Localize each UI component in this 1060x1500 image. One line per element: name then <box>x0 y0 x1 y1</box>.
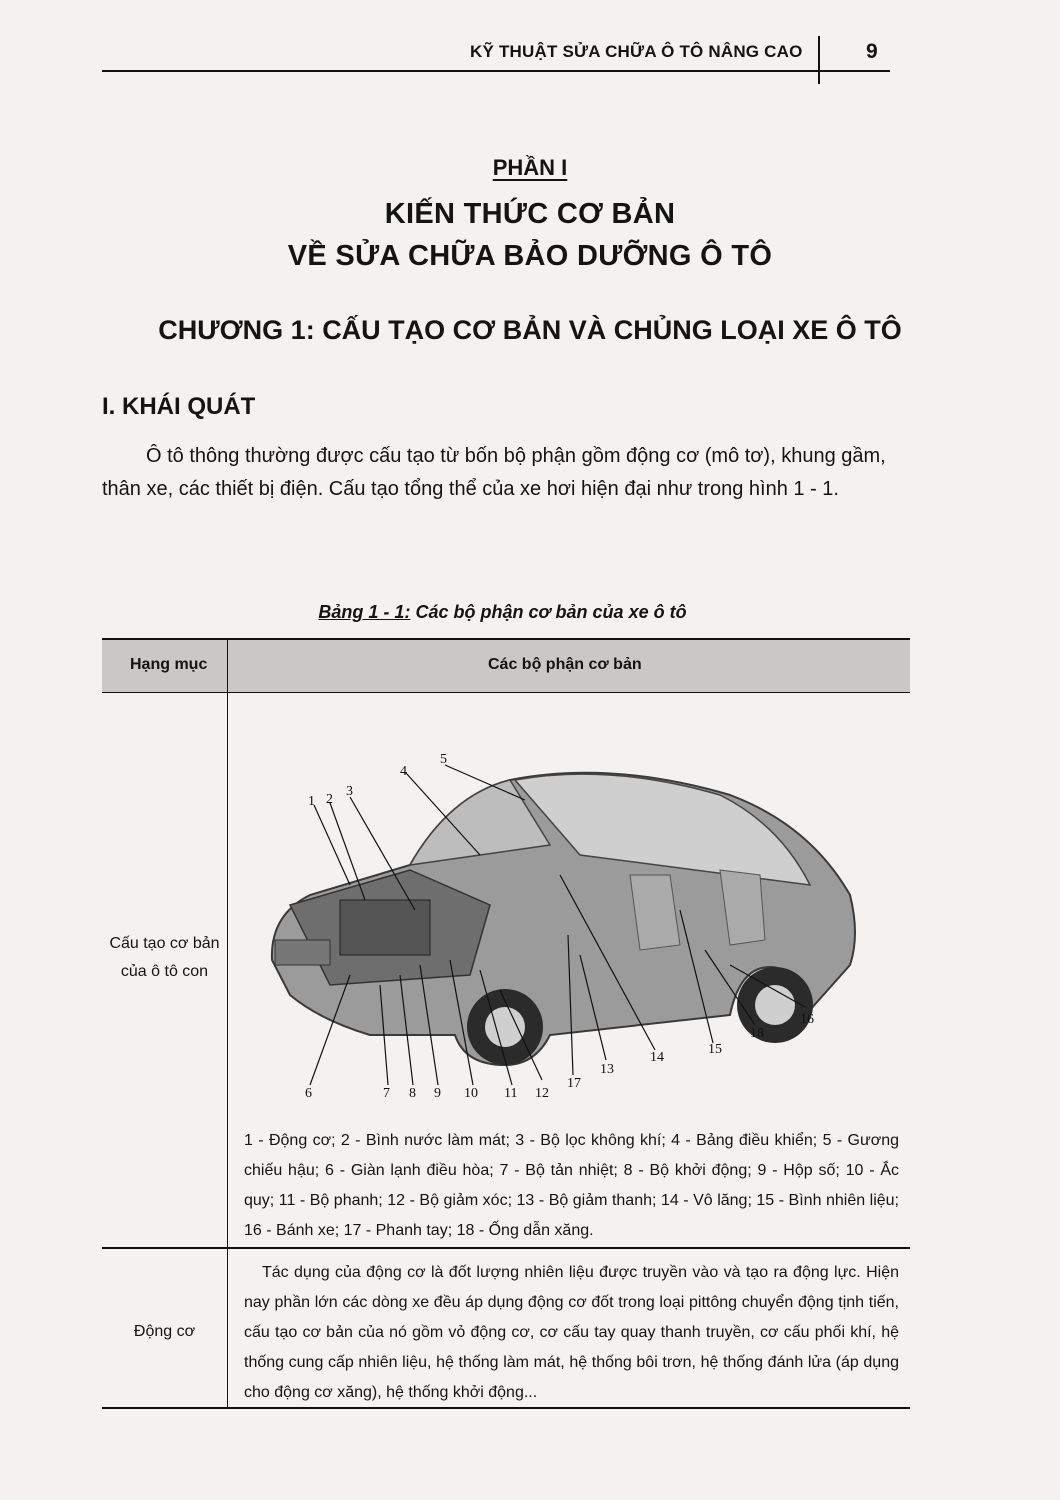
callout-3: 3 <box>346 784 353 799</box>
table-top-rule <box>102 638 910 640</box>
table-column-divider <box>227 638 228 1409</box>
callout-9: 9 <box>434 1086 441 1101</box>
row-category-engine: Động cơ <box>133 1323 196 1340</box>
column-header-parts: Các bộ phận cơ bản <box>488 656 642 673</box>
engine-description: Tác dụng của động cơ là đốt lượng nhiên liệu được truyền vào và tạo ra động lực. Hiện nay phần lớn các dòng xe đều áp dụng động cơ đốt trong loại pittông chuyển động tịnh tiến, cấu tạo cơ bản của nó gồm vỏ động cơ, cơ cấu tay quay thanh truyền, cơ cấu phối khí, hệ thống cung cấp nhiên liệu, hệ thống làm mát, hệ thống bôi trơn, hệ thống đánh lửa (áp dụng cho động cơ xăng), hệ thống khởi động... <box>244 1264 899 1401</box>
callout-14: 14 <box>650 1050 664 1065</box>
callout-10: 10 <box>464 1086 478 1101</box>
car-cutaway-figure <box>250 735 890 1120</box>
callout-12: 12 <box>535 1086 549 1101</box>
column-header-category: Hạng mục <box>130 656 208 673</box>
figure-legend: 1 - Động cơ; 2 - Bình nước làm mát; 3 - Bộ lọc không khí; 4 - Bảng điều khiển; 5 - Gương chiếu hậu; 6 - Giàn lạnh điều hòa; 7 - Bộ tản nhiệt; 8 - Bộ khởi động; 9 - Hộp số; 10 - Ắc quy; 11 - Bộ phanh; 12 - Bộ giảm xóc; 13 - Bộ giảm thanh; 14 - Vô lăng; 15 - Bình nhiên liệu; 16 - Bánh xe; 17 - Phanh tay; 18 - Ống dẫn xăng. <box>244 1132 899 1239</box>
table-header-rule <box>102 692 910 693</box>
callout-13: 13 <box>600 1062 614 1077</box>
table-caption <box>0 602 1005 623</box>
callout-7: 7 <box>383 1086 390 1101</box>
engine-block <box>340 900 430 955</box>
header-rule <box>102 70 890 72</box>
callout-17: 17 <box>567 1076 581 1091</box>
front-wheel-rim <box>485 1007 525 1047</box>
callout-18: 18 <box>750 1026 764 1041</box>
rear-wheel-rim <box>755 985 795 1025</box>
chapter-title: CHƯƠNG 1: CẤU TẠO CƠ BẢN VÀ CHỦNG LOẠI XE Ô TÔ <box>158 315 902 345</box>
header-divider <box>818 36 820 84</box>
body-paragraph: Ô tô thông thường được cấu tạo từ bốn bộ phận gồm động cơ (mô tơ), khung gầm, thân xe, các thiết bị điện. Cấu tạo tổng thể của xe hơi hiện đại như trong hình 1 - 1. <box>102 445 886 500</box>
callout-4: 4 <box>400 764 407 779</box>
callout-16: 16 <box>800 1012 814 1027</box>
callout-6: 6 <box>305 1086 312 1101</box>
part-title-line1: KIẾN THỨC CƠ BẢN <box>384 198 676 230</box>
car-diagram <box>250 735 890 1120</box>
callout-15: 15 <box>708 1042 722 1057</box>
table-row-rule <box>102 1247 910 1249</box>
part-label <box>0 155 1060 181</box>
running-header-title: KỸ THUẬT SỬA CHỮA Ô TÔ NÂNG CAO <box>470 42 803 61</box>
callout-11: 11 <box>504 1086 518 1101</box>
page-number: 9 <box>866 40 878 63</box>
callout-8: 8 <box>409 1086 416 1101</box>
part-label-text: PHẦN I <box>492 155 568 180</box>
callout-5: 5 <box>440 752 447 767</box>
part-title-line2: VỀ SỬA CHỮA BẢO DƯỠNG Ô TÔ <box>287 240 773 272</box>
callout-1: 1 <box>308 794 315 809</box>
callout-2: 2 <box>326 792 333 807</box>
section-heading: I. KHÁI QUÁT <box>102 393 256 420</box>
table-caption-text: Các bộ phận cơ bản của xe ô tô <box>410 602 687 622</box>
table-caption-label: Bảng 1 - 1: <box>318 602 411 622</box>
grille <box>275 940 330 965</box>
row-category-car-structure: Cấu tạo cơ bản của ô tô con <box>109 935 220 980</box>
